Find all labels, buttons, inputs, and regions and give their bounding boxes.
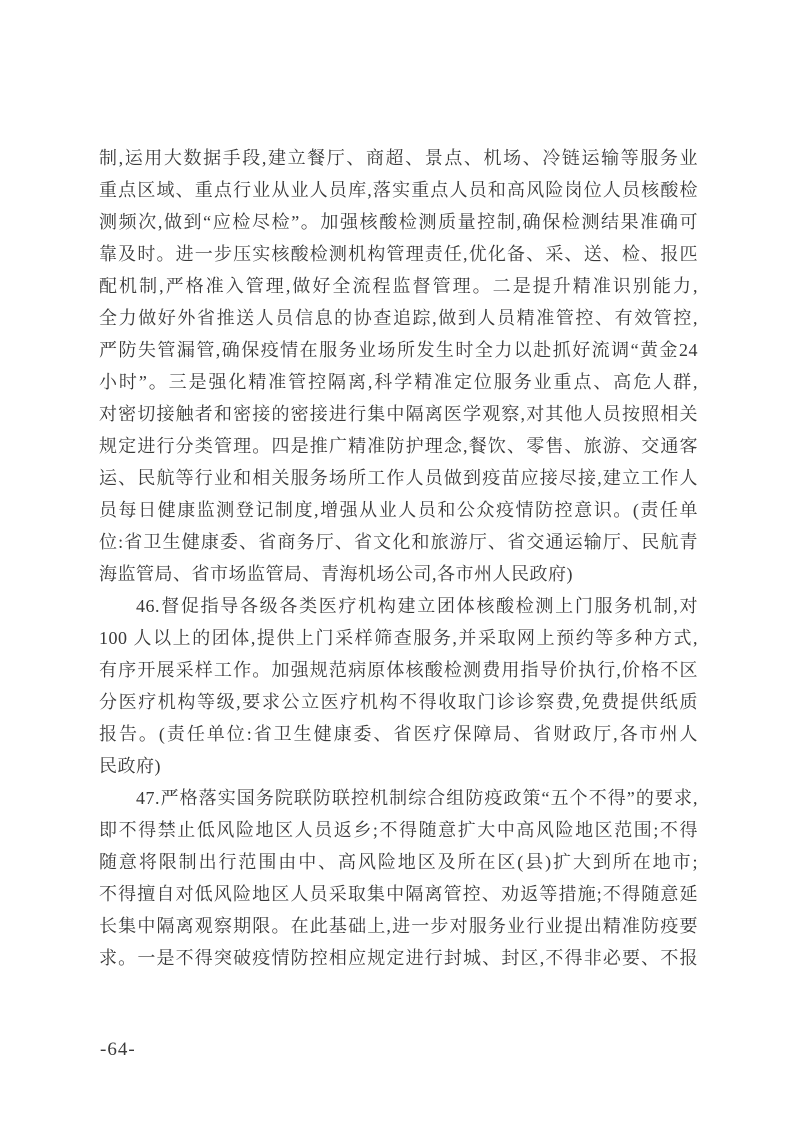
paragraph-continuation	[99, 142, 698, 590]
text-line: 不得擅自对低风险地区人员采取集中隔离管控、劝返等措施;不得随意延	[99, 884, 698, 904]
text-line: 46.督促指导各级各类医疗机构建立团体核酸检测上门服务机制,对	[136, 596, 698, 616]
text-line: 报告。(责任单位:省卫生健康委、省医疗保障局、省财政厅,各市州人	[99, 724, 698, 744]
text-line: 海监管局、省市场监管局、青海机场公司,各市州人民政府)	[99, 564, 573, 584]
text-line: 求。一是不得突破疫情防控相应规定进行封城、封区,不得非必要、不报	[99, 948, 698, 968]
page-number: -64-	[100, 1039, 136, 1060]
text-line: 分医疗机构等级,要求公立医疗机构不得收取门诊诊察费,免费提供纸质	[99, 692, 698, 712]
paragraph-item-46	[99, 590, 698, 782]
text-line: 严防失管漏管,确保疫情在服务业场所发生时全力以赴抓好流调“黄金24	[99, 340, 698, 360]
text-line: 测频次,做到“应检尽检”。加强核酸检测质量控制,确保检测结果准确可	[99, 212, 698, 232]
text-line: 对密切接触者和密接的密接进行集中隔离医学观察,对其他人员按照相关	[99, 404, 698, 424]
body-text	[99, 142, 698, 974]
text-line: 运、民航等行业和相关服务场所工作人员做到疫苗应接尽接,建立工作人	[99, 468, 698, 488]
text-line: 位:省卫生健康委、省商务厅、省文化和旅游厅、省交通运输厅、民航青	[99, 532, 698, 552]
text-line: 重点区域、重点行业从业人员库,落实重点人员和高风险岗位人员核酸检	[99, 180, 698, 200]
text-line: 全力做好外省推送人员信息的协查追踪,做到人员精准管控、有效管控,	[99, 308, 698, 328]
text-line: 规定进行分类管理。四是推广精准防护理念,餐饮、零售、旅游、交通客	[99, 436, 698, 456]
text-line: 有序开展采样工作。加强规范病原体核酸检测费用指导价执行,价格不区	[99, 660, 698, 680]
text-line: 47.严格落实国务院联防联控机制综合组防疫政策“五个不得”的要求,	[136, 788, 698, 808]
text-line: 长集中隔离观察期限。在此基础上,进一步对服务业行业提出精准防疫要	[99, 916, 698, 936]
text-line: 100 人以上的团体,提供上门采样筛查服务,并采取网上预约等多种方式,	[99, 628, 698, 648]
text-line: 即不得禁止低风险地区人员返乡;不得随意扩大中高风险地区范围;不得	[99, 820, 698, 840]
text-line: 小时”。三是强化精准管控隔离,科学精准定位服务业重点、高危人群,	[99, 372, 698, 392]
text-line: 随意将限制出行范围由中、高风险地区及所在区(县)扩大到所在地市;	[99, 852, 698, 872]
text-line: 配机制,严格准入管理,做好全流程监督管理。二是提升精准识别能力,	[99, 276, 698, 296]
text-line: 靠及时。进一步压实核酸检测机构管理责任,优化备、采、送、检、报匹	[99, 244, 698, 264]
paragraph-item-47	[99, 782, 698, 974]
text-line: 制,运用大数据手段,建立餐厅、商超、景点、机场、冷链运输等服务业	[99, 148, 698, 168]
text-line: 民政府)	[99, 756, 161, 776]
text-line: 员每日健康监测登记制度,增强从业人员和公众疫情防控意识。(责任单	[99, 500, 698, 520]
